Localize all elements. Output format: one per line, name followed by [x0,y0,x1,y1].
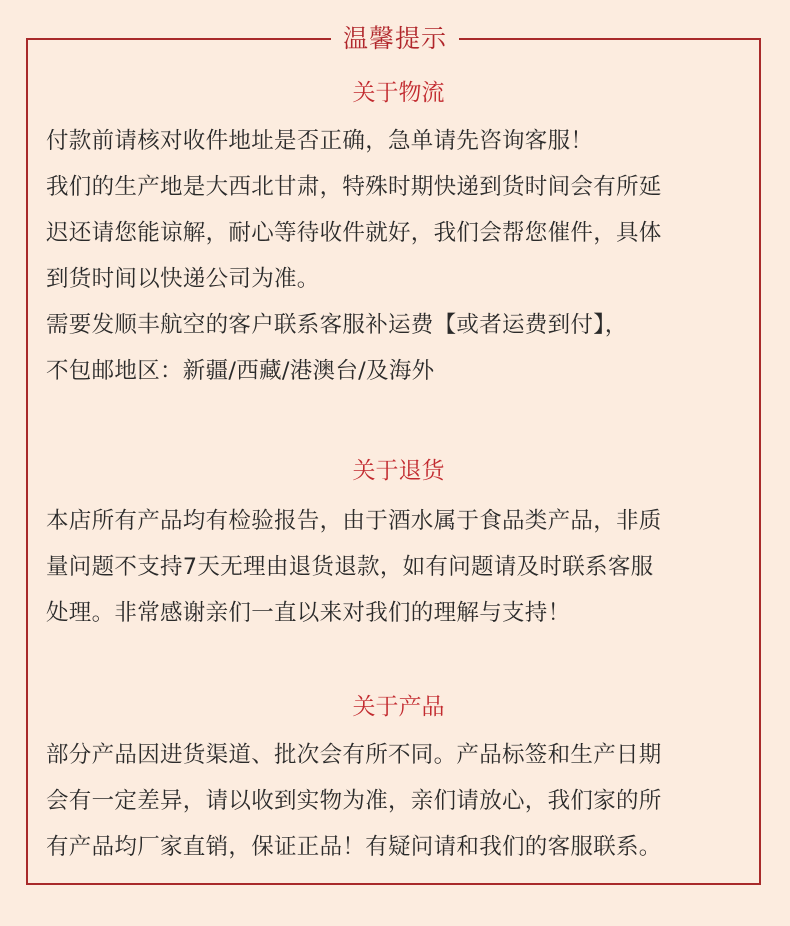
section-title-logistics: 关于物流 [352,80,445,106]
text-line: 本店所有产品均有检验报告，由于酒水属于食品类产品，非质 [46,508,662,534]
section-title-returns: 关于退货 [352,458,445,484]
text-line: 需要发顺丰航空的客户联系客服补运费【或者运费到付】， [46,312,628,338]
text-line: 有产品均厂家直销，保证正品！有疑问请和我们的客服联系。 [46,834,662,860]
text-line: 处理。非常感谢亲们一直以来对我们的理解与支持！ [46,600,571,626]
text-line: 到货时间以快递公司为准。 [46,266,320,292]
section-body-logistics [46,118,751,394]
section-logistics [46,78,751,394]
section-body-returns [46,498,751,636]
section-body-products [46,732,751,870]
banner-title: 温馨提示 [331,24,459,54]
section-title-products: 关于产品 [352,694,445,720]
text-line: 会有一定差异，请以收到实物为准，亲们请放心，我们家的所 [46,788,662,814]
text-line: 付款前请核对收件地址是否正确，急单请先咨询客服！ [46,128,594,154]
text-line: 量问题不支持7天无理由退货退款，如有问题请及时联系客服 [46,554,654,580]
banner [0,24,790,57]
text-line: 我们的生产地是大西北甘肃，特殊时期快递到货时间会有所延 [46,174,662,200]
text-line: 迟还请您能谅解，耐心等待收件就好，我们会帮您催件，具体 [46,220,662,246]
text-line: 部分产品因进货渠道、批次会有所不同。产品标签和生产日期 [46,742,662,768]
text-line: 不包邮地区：新疆/西藏/港澳台/及海外 [46,358,435,384]
section-products [46,692,751,870]
section-returns [46,456,751,636]
